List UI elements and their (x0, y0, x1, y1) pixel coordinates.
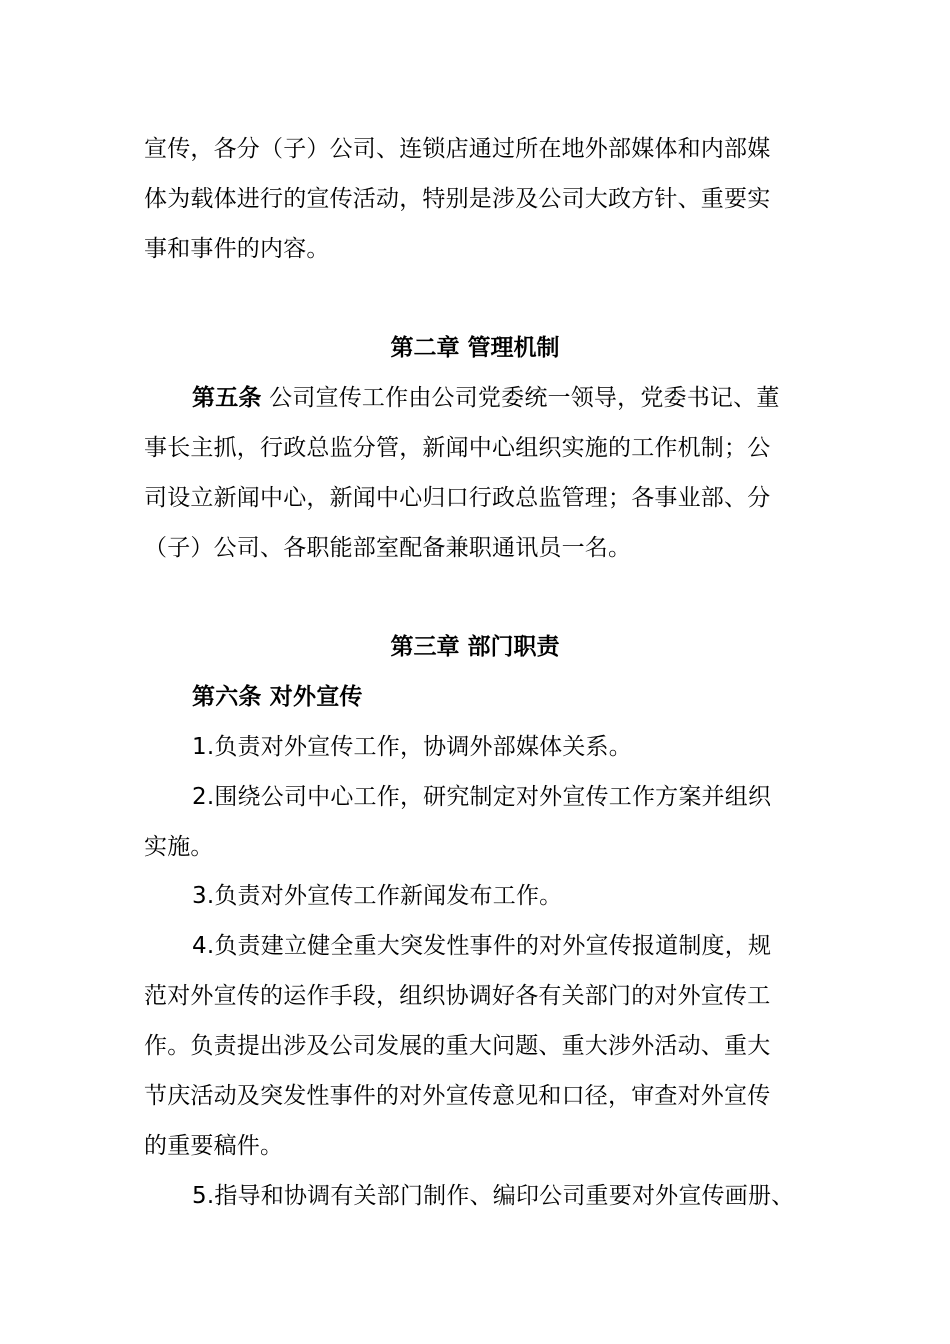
paragraph-line: 事和事件的内容。 (144, 236, 330, 262)
paragraph-line: （子）公司、各职能部室配备兼职通讯员一名。 (144, 535, 632, 561)
list-item-continuation: 实施。 (144, 834, 214, 860)
paragraph-line: 宣传，各分（子）公司、连锁店通过所在地外部媒体和内部媒 (144, 136, 771, 162)
list-item-continuation: 范对外宣传的运作手段，组织协调好各有关部门的对外宣传工 (144, 983, 771, 1009)
article-5-first-line (192, 383, 780, 413)
list-item: 2.围绕公司中心工作，研究制定对外宣传工作方案并组织 (192, 784, 772, 810)
list-item: 1.负责对外宣传工作，协调外部媒体关系。 (192, 734, 632, 760)
list-item: 5.指导和协调有关部门制作、编印公司重要对外宣传画册、 (192, 1183, 795, 1209)
list-item: 4.负责建立健全重大突发性事件的对外宣传报道制度，规 (192, 933, 772, 959)
list-item-continuation: 的重要稿件。 (144, 1133, 284, 1159)
article-6-heading: 第六条 对外宣传 (192, 684, 363, 710)
paragraph-line: 事长主抓，行政总监分管，新闻中心组织实施的工作机制；公 (144, 435, 771, 461)
paragraph-line: 司设立新闻中心，新闻中心归口行政总监管理；各事业部、分 (144, 485, 771, 511)
list-item-continuation: 节庆活动及突发性事件的对外宣传意见和口径，审查对外宣传 (144, 1083, 771, 1109)
article-text: 公司宣传工作由公司党委统一领导，党委书记、董 (261, 385, 780, 411)
article-label: 第五条 (192, 385, 262, 411)
chapter-heading: 第二章 管理机制 (390, 335, 560, 361)
paragraph-line: 体为载体进行的宣传活动，特别是涉及公司大政方针、重要实 (144, 186, 771, 212)
list-item: 3.负责对外宣传工作新闻发布工作。 (192, 883, 563, 909)
chapter-heading: 第三章 部门职责 (390, 634, 560, 660)
list-item-continuation: 作。负责提出涉及公司发展的重大问题、重大涉外活动、重大 (144, 1033, 771, 1059)
